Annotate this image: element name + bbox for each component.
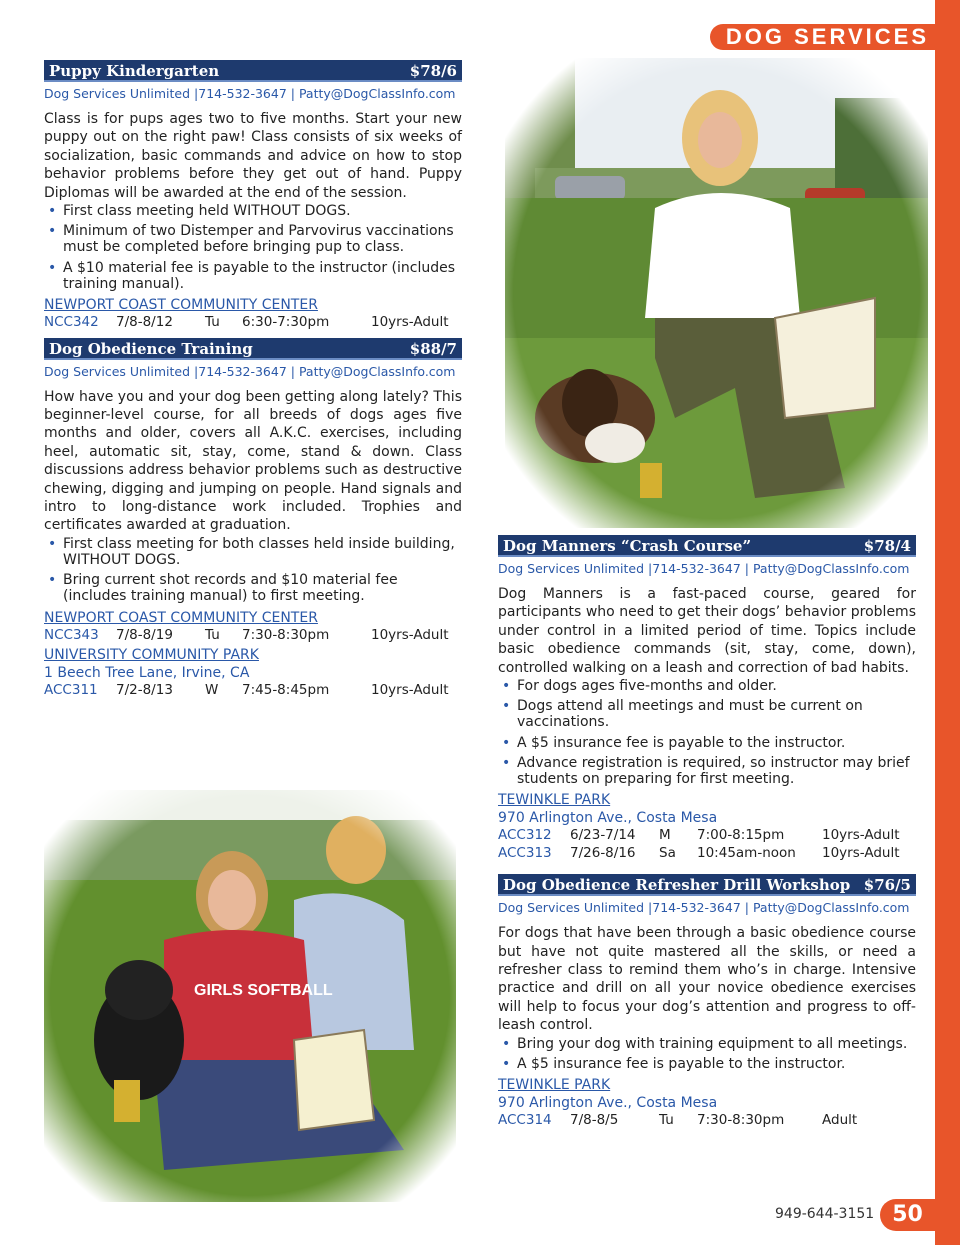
location-name-link[interactable]: TEWINKLE PARK [498, 792, 611, 809]
session-day: Tu [659, 1112, 674, 1129]
session-day: W [205, 682, 219, 699]
course-price: $78/4 [863, 537, 911, 555]
location-address: 1 Beech Tree Lane, Irvine, CA [44, 665, 250, 682]
location-name-link[interactable]: UNIVERSITY COMMUNITY PARK [44, 647, 259, 664]
course-price: $78/6 [409, 62, 457, 80]
session-ages: 10yrs-Adult [371, 682, 449, 699]
left-column [44, 60, 462, 706]
course-code: NCC342 [44, 314, 99, 331]
course-notes [44, 203, 462, 292]
schedule-row [44, 314, 462, 332]
course-title-bar [498, 874, 916, 896]
course-code: ACC312 [498, 827, 552, 844]
session-day: Tu [205, 314, 220, 331]
course-price: $76/5 [863, 876, 911, 895]
session-dates: 7/26-8/16 [570, 844, 636, 861]
orange-side-bar [935, 0, 960, 1245]
session-dates: 7/8-8/12 [116, 314, 173, 331]
session-time: 6:30-7:30pm [242, 314, 330, 331]
photo-girl-with-pug [44, 790, 456, 1202]
location-name-link[interactable]: NEWPORT COAST COMMUNITY CENTER [44, 609, 318, 626]
course-title-bar [498, 535, 916, 557]
location-name-link[interactable]: TEWINKLE PARK [498, 1077, 611, 1094]
right-column [498, 535, 916, 1136]
course-description: For dogs that have been through a basic obedience course but have not quite mastered all the skills, or need a refresher class to remind them who’s in charge. Intensive practice and drill on all your novice obedience exercises will help to focus your dog’s attention and progress to off-leash control. [498, 925, 916, 1034]
course-title-bar [44, 338, 462, 360]
course-note: • Dogs attend all meetings and must be current on vaccinations. [498, 698, 916, 730]
schedule-row [498, 1112, 916, 1130]
section-header: DOG SERVICES [710, 24, 935, 50]
course-note: • Bring your dog with training equipment to all meetings. [498, 1036, 916, 1052]
course-title: Dog Obedience Refresher Drill Workshop [503, 876, 851, 895]
course-block [498, 535, 916, 862]
session-ages: 10yrs-Adult [371, 314, 449, 331]
course-code: NCC343 [44, 626, 99, 643]
footer-phone: 949-644-3151 [775, 1206, 875, 1222]
course-note: • A $5 insurance fee is payable to the instructor. [498, 1056, 916, 1072]
course-block [44, 60, 462, 332]
schedule-row [498, 845, 916, 863]
session-day: Sa [659, 844, 676, 861]
provider-contact: Dog Services Unlimited |714-532-3647 | Patty@DogClassInfo.com [44, 363, 456, 379]
session-time: 7:45-8:45pm [242, 682, 330, 699]
course-note: • Minimum of two Distemper and Parvovirus vaccinations must be completed before bringing pup to class. [44, 223, 462, 255]
photo-woman-with-basset-hound [505, 58, 928, 528]
provider-contact: Dog Services Unlimited |714-532-3647 | Patty@DogClassInfo.com [498, 900, 910, 916]
session-ages: Adult [822, 1112, 858, 1129]
location-address: 970 Arlington Ave., Costa Mesa [498, 810, 718, 827]
course-note: • First class meeting for both classes held inside building, WITHOUT DOGS. [44, 536, 462, 568]
session-ages: 10yrs-Adult [371, 626, 449, 643]
schedule-row [44, 682, 462, 700]
schedule-row [498, 827, 916, 845]
course-price: $88/7 [409, 339, 457, 358]
provider-contact: Dog Services Unlimited |714-532-3647 | Patty@DogClassInfo.com [44, 86, 456, 101]
session-dates: 7/8-8/5 [570, 1112, 619, 1129]
course-notes [44, 536, 462, 605]
session-day: M [659, 827, 671, 844]
course-note: • A $5 insurance fee is payable to the instructor. [498, 735, 916, 751]
provider-contact: Dog Services Unlimited |714-532-3647 | Patty@DogClassInfo.com [498, 561, 910, 576]
session-day: Tu [205, 626, 220, 643]
course-title: Dog Obedience Training [49, 339, 253, 358]
course-note: • A $10 material fee is payable to the instructor (includes training manual). [44, 260, 462, 292]
session-ages: 10yrs-Adult [822, 827, 900, 844]
session-time: 7:30-8:30pm [697, 1112, 785, 1129]
location-name-link[interactable]: NEWPORT COAST COMMUNITY CENTER [44, 297, 318, 314]
session-time: 10:45am-noon [697, 844, 796, 861]
schedule-row [44, 627, 462, 645]
location-address: 970 Arlington Ave., Costa Mesa [498, 1095, 718, 1112]
session-dates: 7/2-8/13 [116, 682, 173, 699]
session-time: 7:00-8:15pm [697, 827, 785, 844]
session-time: 7:30-8:30pm [242, 626, 330, 643]
course-description: Class is for pups ages two to five months. Start your new puppy out on the right paw! Class consists of six weeks of socialization, basic commands and advice on how to stop behavior problems before they get out of hand. Puppy Diplomas will be awarded at the end of the session. [44, 111, 462, 201]
course-note: • Bring current shot records and $10 material fee (includes training manual) to first meeting. [44, 572, 462, 604]
session-dates: 7/8-8/19 [116, 626, 173, 643]
course-code: ACC313 [498, 844, 552, 861]
course-block [498, 874, 916, 1129]
course-title: Puppy Kindergarten [49, 62, 220, 80]
course-code: ACC314 [498, 1112, 552, 1129]
course-block [44, 338, 462, 700]
course-description: Dog Manners is a fast-paced course, geared for participants who need to get their dogs’ behavior problems under control in a limited period of time. Topics include basic obedience commands (sit, stay, come, down), controlled walking on a leash and correction of bad habits. [498, 586, 916, 676]
course-title: Dog Manners “Crash Course” [503, 537, 752, 555]
course-notes [498, 678, 916, 787]
session-ages: 10yrs-Adult [822, 844, 900, 861]
course-description: How have you and your dog been getting along lately? This beginner-level course, for all breeds of dogs ages five months and older, covers all A.K.C. exercises, including heel, automatic sit, stay, come, stand & down. Class discussions address behavior problems such as destructive chewing, digging and jumping on people. Hand signals and intro to long-distance work included. Trophies and certificates awarded at graduation. [44, 388, 462, 534]
course-title-bar [44, 60, 462, 82]
course-note: • First class meeting held WITHOUT DOGS. [44, 203, 462, 219]
page-number: 50 [880, 1199, 935, 1231]
course-notes [498, 1036, 916, 1072]
session-dates: 6/23-7/14 [570, 827, 636, 844]
course-note: • For dogs ages five-months and older. [498, 678, 916, 694]
course-note: • Advance registration is required, so instructor may brief students on preparing for first meeting. [498, 755, 916, 787]
course-code: ACC311 [44, 682, 98, 699]
